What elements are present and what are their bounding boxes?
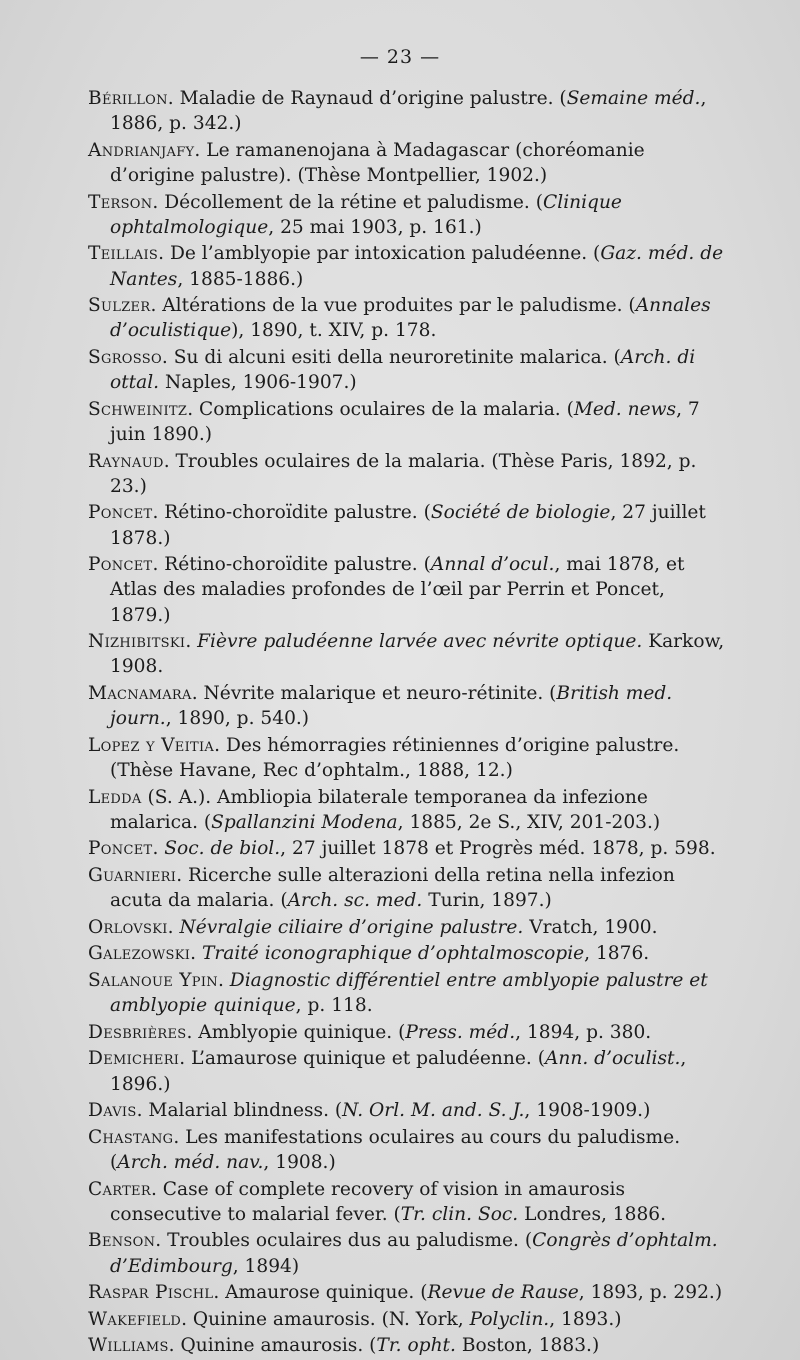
entry-reference: N. Orl. M. and. S. J.	[342, 1100, 525, 1122]
entry-tail: , 25 mai 1903, p. 161.)	[268, 216, 482, 238]
entry-tail: , mai 1878, et Atlas des maladies profondes de l’œil par Perrin et Poncet, 1879.)	[110, 554, 685, 626]
entry-tail: , 1896.)	[110, 1048, 687, 1095]
entry-text: . Case of complete recovery of vision in amaurosis consecutive to malarial fever. (	[110, 1178, 626, 1225]
entry-text: . Amaurose quinique. (	[213, 1282, 428, 1304]
bibliography-entry	[88, 733, 728, 783]
bibliography-list	[88, 86, 728, 1360]
bibliography-entry	[88, 1280, 728, 1305]
entry-tail: , 1890, p. 540.)	[165, 708, 310, 730]
entry-reference: Traité iconographique d’ophtalmoscopie	[202, 943, 585, 965]
entry-text: . Maladie de Raynaud d’origine palustre. (	[167, 88, 567, 109]
bibliography-entry	[88, 552, 728, 628]
entry-author: Guarnieri	[88, 864, 177, 886]
entry-reference: Annal d’ocul.	[430, 554, 555, 576]
entry-author: Terson	[88, 191, 153, 213]
entry-author: Chastang	[88, 1126, 174, 1148]
entry-text: . Rétino-choroïdite palustre. (	[152, 554, 431, 576]
entry-author: Benson	[88, 1230, 156, 1252]
entry-reference: Névralgie ciliaire d’origine palustre.	[179, 916, 524, 938]
entry-author: Carter	[88, 1178, 151, 1200]
entry-reference: Arch. méd. nav.	[117, 1151, 264, 1173]
bibliography-entry	[88, 1098, 728, 1123]
entry-reference: Tr. clin. Soc.	[400, 1203, 519, 1225]
entry-reference: Arch. di ottal.	[110, 346, 696, 394]
entry-text: . Ricerche sulle alterazioni della retina nella infezion acuta da malaria. (	[110, 864, 675, 912]
entry-text: . Malarial blindness. (	[136, 1100, 343, 1122]
entry-tail: Karkow, 1908.	[110, 631, 725, 678]
entry-author: Davis	[88, 1100, 137, 1122]
entry-reference: Congrès d’ophtalm. d’Edimbourg	[110, 1230, 718, 1277]
entry-text: .	[190, 943, 202, 965]
bibliography-entry	[88, 968, 728, 1018]
entry-author: Poncet	[88, 554, 153, 576]
entry-author: Williams	[88, 1335, 169, 1357]
bibliography-entry	[88, 863, 728, 913]
entry-tail: ), 1890, t. XIV, p. 178.	[231, 320, 437, 342]
bibliography-entry	[88, 345, 728, 395]
bibliography-entry	[88, 1020, 728, 1045]
bibliography-entry	[88, 449, 728, 499]
entry-text: . Les manifestations oculaires au cours du paludisme. (	[110, 1126, 681, 1173]
entry-reference: Société de biologie	[430, 502, 611, 524]
bibliography-entry	[88, 241, 728, 291]
entry-author: Sgrosso	[88, 346, 162, 368]
entry-text: . Quinine amaurosis. (N. York,	[181, 1308, 470, 1330]
entry-text: . Le ramanenojana à Madagascar (choréomanie d’origine palustre). (Thèse Montpellier, 1902.)	[110, 139, 645, 186]
entry-author: Macnamara	[88, 682, 192, 704]
bibliography-entry	[88, 1228, 728, 1278]
entry-reference: Clinique ophtalmologique	[110, 191, 622, 238]
bibliography-entry	[88, 138, 728, 188]
bibliography-entry	[88, 1125, 728, 1175]
entry-text: . Su di alcuni esiti della neuroretinite malarica. (	[161, 346, 621, 368]
entry-tail: Londres, 1886.	[518, 1203, 667, 1225]
entry-tail: , 1894)	[232, 1255, 300, 1277]
entry-tail: , 1893, p. 292.)	[578, 1282, 723, 1304]
entry-reference: Soc. de biol.	[164, 838, 281, 860]
entry-author: Ledda	[88, 786, 142, 808]
entry-text: . Quinine amaurosis. (	[168, 1335, 377, 1357]
bibliography-entry	[88, 785, 728, 835]
entry-author: Desbrières	[88, 1021, 187, 1043]
entry-author: Raynaud	[88, 450, 164, 472]
entry-tail: , p. 118.	[295, 995, 373, 1017]
entry-reference: Ann. d’oculist.	[544, 1048, 681, 1070]
entry-reference: Press. méd.	[405, 1021, 516, 1043]
entry-tail: Naples, 1906-1907.)	[159, 372, 357, 394]
bibliography-entry	[88, 629, 728, 679]
entry-tail: , 1886, p. 342.)	[110, 88, 707, 135]
entry-tail: , 1885-1886.)	[177, 268, 304, 290]
entry-text: . Troubles oculaires dus au paludisme. (	[155, 1230, 533, 1252]
entry-author: Raspar Pischl	[88, 1282, 214, 1304]
entry-reference: Tr. opht.	[376, 1335, 456, 1357]
entry-reference: Annales d’oculistique	[110, 295, 711, 342]
entry-author: Salanoue Ypin	[88, 969, 218, 991]
entry-tail: Turin, 1897.)	[422, 890, 552, 912]
bibliography-entry	[88, 397, 728, 447]
bibliography-entry	[88, 86, 728, 136]
entry-tail: , 7 juin 1890.)	[110, 398, 700, 445]
entry-reference: Gaz. méd. de Nantes	[110, 243, 724, 290]
entry-text: .	[167, 916, 180, 938]
bibliography-entry	[88, 941, 728, 966]
entry-tail: , 1885, 2e S., XIV, 201-203.)	[397, 811, 661, 833]
entry-tail: , 1876.	[584, 943, 650, 965]
bibliography-entry	[88, 915, 728, 940]
entry-author: Teillais	[88, 243, 159, 265]
entry-text: . De l’amblyopie par intoxication paludéenne. (	[158, 243, 601, 265]
entry-tail: Boston, 1883.)	[455, 1335, 600, 1357]
entry-tail: , 1893.)	[549, 1308, 622, 1330]
entry-text: . Rétino-choroïdite palustre. (	[152, 502, 431, 524]
entry-reference: Fièvre paludéenne larvée avec névrite optique.	[197, 631, 643, 653]
entry-author: Schweinitz	[88, 398, 188, 420]
entry-tail: , 27 juillet 1878.)	[110, 502, 706, 549]
entry-text: . L’amaurose quinique et paludéenne. (	[179, 1048, 545, 1070]
entry-tail: , 1908.)	[263, 1151, 336, 1173]
entry-reference: Polyclin.	[469, 1308, 550, 1330]
page-number: — 23 —	[359, 46, 441, 68]
entry-author: Lopez y Veitia	[88, 734, 215, 756]
bibliography-entry	[88, 836, 728, 861]
entry-author: Demicheri	[88, 1048, 180, 1070]
bibliography-entry	[88, 1177, 728, 1227]
entry-author: Poncet	[88, 502, 153, 524]
entry-text: .	[217, 969, 230, 991]
entry-text: . Troubles oculaires de la malaria. (Thèse Paris, 1892, p. 23.)	[110, 450, 697, 497]
entry-text: . Névrite malarique et neuro-rétinite. (	[191, 682, 557, 704]
entry-author: Galezowski	[88, 943, 191, 965]
entry-text: .	[185, 631, 198, 653]
entry-text: . Amblyopie quinique. (	[186, 1021, 406, 1043]
entry-text: . Altérations de la vue produites par le paludisme. (	[150, 295, 636, 317]
entry-author: Orlovski	[88, 916, 168, 938]
entry-tail: , 27 juillet 1878 et Progrès méd. 1878, p. 598.	[280, 838, 716, 860]
entry-text: . Des hémorragies rétiniennes d’origine palustre. (Thèse Havane, Rec d’ophtalm., 1888, 12.)	[110, 734, 680, 781]
entry-reference: Diagnostic différentiel entre amblyopie palustre et amblyopie quinique	[110, 969, 708, 1017]
entry-author: Wakefield	[88, 1308, 182, 1330]
entry-reference: Arch. sc. med.	[287, 890, 423, 912]
bibliography-entry	[88, 500, 728, 550]
entry-author: Poncet	[88, 838, 153, 860]
bibliography-entry	[88, 293, 728, 343]
entry-author: Nizhibitski	[88, 631, 186, 653]
entry-reference: Revue de Rause	[427, 1282, 579, 1304]
bibliography-entry	[88, 1307, 728, 1332]
entry-reference: Semaine méd.	[566, 88, 701, 109]
entry-tail: , 1894, p. 380.	[515, 1021, 652, 1043]
entry-reference: British med. journ.	[110, 682, 673, 730]
bibliography-entry	[88, 190, 728, 240]
entry-text: . Décollement de la rétine et paludisme. (	[152, 191, 544, 213]
entry-author: Sulzer	[88, 295, 151, 317]
entry-text: . Complications oculaires de la malaria. (	[187, 398, 574, 420]
entry-author: Andrianjafy	[88, 139, 195, 161]
entry-text: (S. A.). Ambliopia bilaterale temporanea da infezione malarica. (	[110, 786, 648, 833]
bibliography-entry	[88, 1046, 728, 1096]
entry-author: Bérillon	[88, 88, 168, 109]
bibliography-entry	[88, 1333, 728, 1358]
bibliography-entry	[88, 681, 728, 731]
entry-tail: , 1908-1909.)	[524, 1100, 651, 1122]
entry-tail: Vratch, 1900.	[523, 916, 658, 938]
entry-reference: Med. news	[573, 398, 677, 420]
entry-text: .	[152, 838, 165, 860]
entry-reference: Spallanzini Modena	[211, 811, 398, 833]
